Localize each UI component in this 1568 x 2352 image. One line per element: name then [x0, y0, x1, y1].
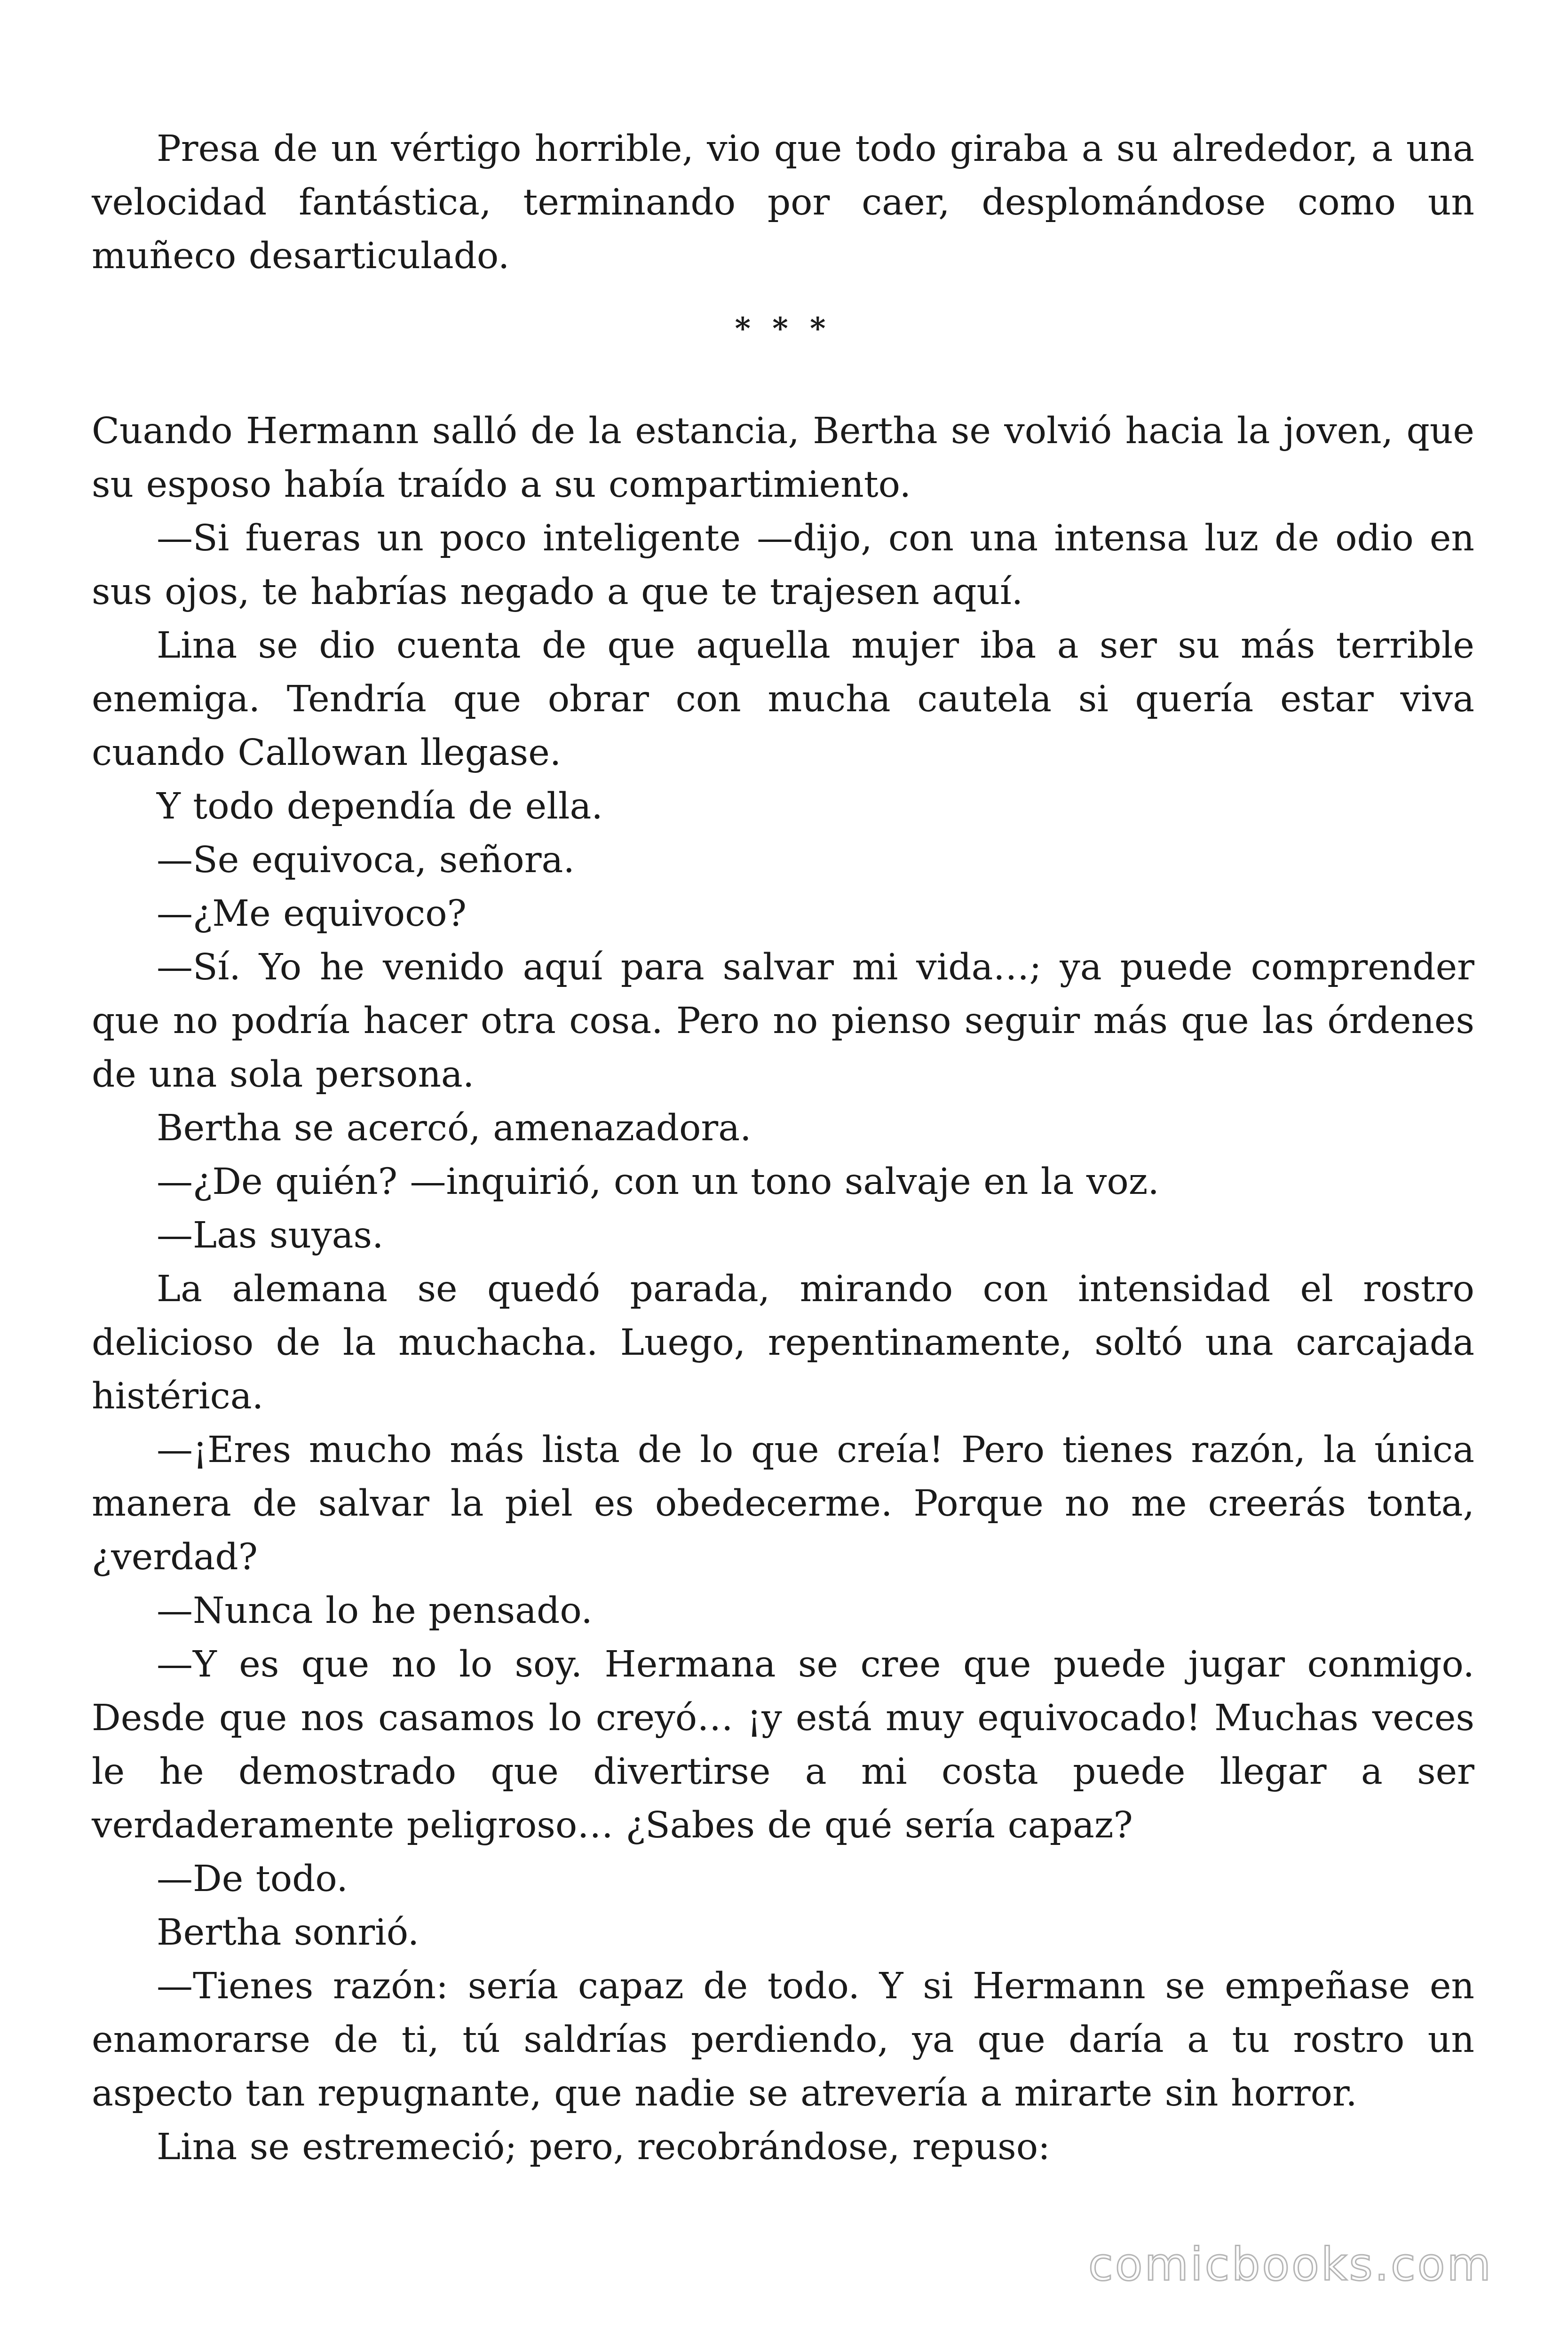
paragraph: Presa de un vértigo horrible, vio que todo giraba a su alrededor, a una velocidad fantástica, terminando por caer, desplomándose como un muñeco desarticulado. — [92, 128, 1474, 277]
paragraph: Lina se estremeció; pero, recobrándose, repuso: — [157, 2126, 1050, 2168]
spacer — [92, 283, 1474, 302]
paragraph: Cuando Hermann salló de la estancia, Bertha se volvió hacia la joven, que su esposo había traído a su compartimiento. — [92, 410, 1474, 506]
paragraph: —Tienes razón: sería capaz de todo. Y si Hermann se empeñase en enamorarse de ti, tú saldrías perdiendo, ya que daría a tu rostro un aspecto tan repugnante, que nadie se atrevería a mirarte sin horror. — [92, 1965, 1474, 2114]
paragraph: Lina se dio cuenta de que aquella mujer iba a ser su más terrible enemiga. Tendría que obrar con mucha cautela si quería estar viva cuando Callowan llegase. — [92, 625, 1474, 774]
watermark: comicbooks.com — [1088, 2238, 1493, 2291]
paragraph: —Se equivoca, señora. — [157, 839, 575, 881]
paragraph: —¿De quién? —inquirió, con un tono salvaje en la voz. — [157, 1161, 1159, 1203]
paragraph: La alemana se quedó parada, mirando con intensidad el rostro delicioso de la muchacha. Luego, repentinamente, soltó una carcajada histérica. — [92, 1268, 1474, 1417]
paragraph: Bertha sonrió. — [157, 1912, 420, 1954]
paragraph: —Y es que no lo soy. Hermana se cree que puede jugar conmigo. Desde que nos casamos lo creyó… ¡y está muy equivocado! Muchas veces le he demostrado que divertirse a mi costa puede llegar a ser verdaderamente peligroso… ¿Sabes de qué sería capaz? — [92, 1644, 1474, 1846]
page-body — [92, 122, 1474, 2174]
scene-break: * * * — [735, 311, 832, 346]
paragraph: Y todo dependía de ella. — [157, 786, 603, 827]
paragraph: —Sí. Yo he venido aquí para salvar mi vida…; ya puede comprender que no podría hacer otra cosa. Pero no pienso seguir más que las órdenes de una sola persona. — [92, 946, 1474, 1096]
paragraph: —¿Me equivoco? — [157, 893, 467, 935]
paragraph: —De todo. — [157, 1858, 348, 1900]
paragraph: —Nunca lo he pensado. — [157, 1590, 593, 1632]
paragraph: Bertha se acercó, amenazadora. — [157, 1107, 752, 1149]
spacer — [92, 356, 1474, 405]
paragraph: —¡Eres mucho más lista de lo que creía! Pero tienes razón, la única manera de salvar la piel es obedecerme. Porque no me creerás tonta, ¿verdad? — [92, 1429, 1474, 1578]
paragraph: —Las suyas. — [157, 1215, 384, 1256]
paragraph: —Si fueras un poco inteligente —dijo, con una intensa luz de odio en sus ojos, te habrías negado a que te trajesen aquí. — [92, 517, 1474, 613]
